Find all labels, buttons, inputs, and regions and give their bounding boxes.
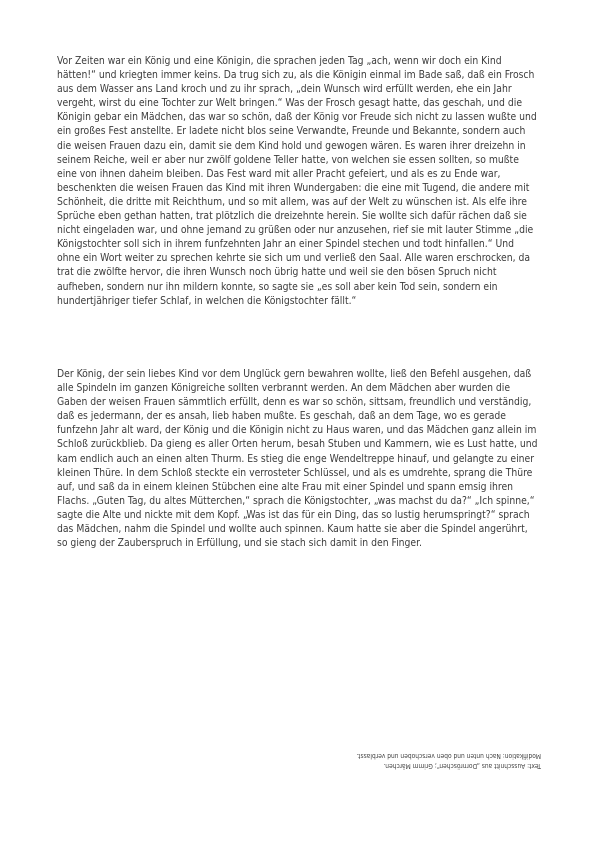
source-note-text: Text: Ausschnitt aus „Dornröschen“; Grimm Märchen. — [383, 762, 541, 770]
source-note — [283, 751, 541, 771]
story-paragraph-1: Vor Zeiten war ein König und eine Königin, die sprachen jeden Tag „ach, wenn wir doch ein Kind hätten!“ und kriegten immer keins. Da trug sich zu, als die Königin einmal im Bade saß, daß ein Frosch aus dem Wasser ans Land kroch und zu ihr sprach, „dein Wunsch wird erfüllt werden, ehe ein Jahr vergeht, wirst du eine Tochter zur Welt bringen.“ Was der Frosch gesagt hatte, das geschah, und die Königin gebar ein Mädchen, das war so schön, daß der König vor Freude sich nicht zu lassen wußte und ein großes Fest anstellte. Er ladete nicht blos seine Verwandte, Freunde und Bekannte, sondern auch die weisen Frauen dazu ein, damit sie dem Kind hold und gewogen wären. Es waren ihrer dreizehn in seinem Reiche, weil er aber nur zwölf goldene Teller hatte, von welchen sie essen sollten, so mußte eine von ihnen daheim bleiben. Das Fest ward mit aller Pracht gefeiert, und als es zu Ende war, beschenkten die weisen Frauen das Kind mit ihren Wundergaben: die eine mit Tugend, die andere mit Schönheit, die dritte mit Reichthum, und so mit allem, was auf der Welt zu wünschen ist. Als elfe ihre Sprüche eben gethan hatten, trat plötzlich die dreizehnte herein. Sie wollte sich dafür rächen daß sie nicht eingeladen war, und ohne jemand zu grüßen oder nur anzusehen, rief sie mit lauter Stimme „die Königstochter soll sich in ihrem funfzehnten Jahr an einer Spindel stechen und todt hinfallen.“ Und ohne ein Wort weiter zu sprechen kehrte sie sich um und verließ den Saal. Alle waren erschrocken, da trat die zwölfte hervor, die ihren Wunsch noch übrig hatte und weil sie den bösen Spruch nicht aufheben, sondern nur ihn mildern konnte, so sagte sie „es soll aber kein Tod sein, sondern ein hundertjähriger tiefer Schlaf, in welchen die Königstochter fällt.“ — [57, 55, 537, 307]
modification-note-text: Modifikation: Nach unten und oben verschoben und verblasst. — [356, 752, 541, 760]
story-paragraph-2: Der König, der sein liebes Kind vor dem Unglück gern bewahren wollte, ließ den Befehl ausgehen, daß alle Spindeln im ganzen Königreiche sollten verbrannt werden. An dem Mädchen aber wurden die Gaben der weisen Frauen sämmtlich erfüllt, denn es war so schön, sittsam, freundlich und verständig, daß es jedermann, der es ansah, lieb haben mußte. Es geschah, daß an dem Tage, wo es gerade funfzehn Jahr alt ward, der König und die Königin nicht zu Haus waren, und das Mädchen ganz allein im Schloß zurückblieb. Da gieng es aller Orten herum, besah Stuben und Kammern, wie es Lust hatte, und kam endlich auch an einen alten Thurm. Es stieg die enge Wendeltreppe hinauf, und gelangte zu einer kleinen Thüre. In dem Schloß steckte ein verrosteter Schlüssel, und als es umdrehte, sprang die Thüre auf, und saß da in einem kleinen Stübchen eine alte Frau mit einer Spindel und spann emsig ihren Flachs. „Guten Tag, du altes Mütterchen,“ sprach die Königstochter, „was machst du da?“ „Ich spinne,“ sagte die Alte und nickte mit dem Kopf. „Was ist das für ein Ding, das so lustig herumspringt?“ sprach das Mädchen, nahm die Spindel und wollte auch spinnen. Kaum hatte sie aber die Spindel angerührt, so gieng der Zauberspruch in Erfüllung, und sie stach sich damit in den Finger. — [57, 368, 538, 550]
